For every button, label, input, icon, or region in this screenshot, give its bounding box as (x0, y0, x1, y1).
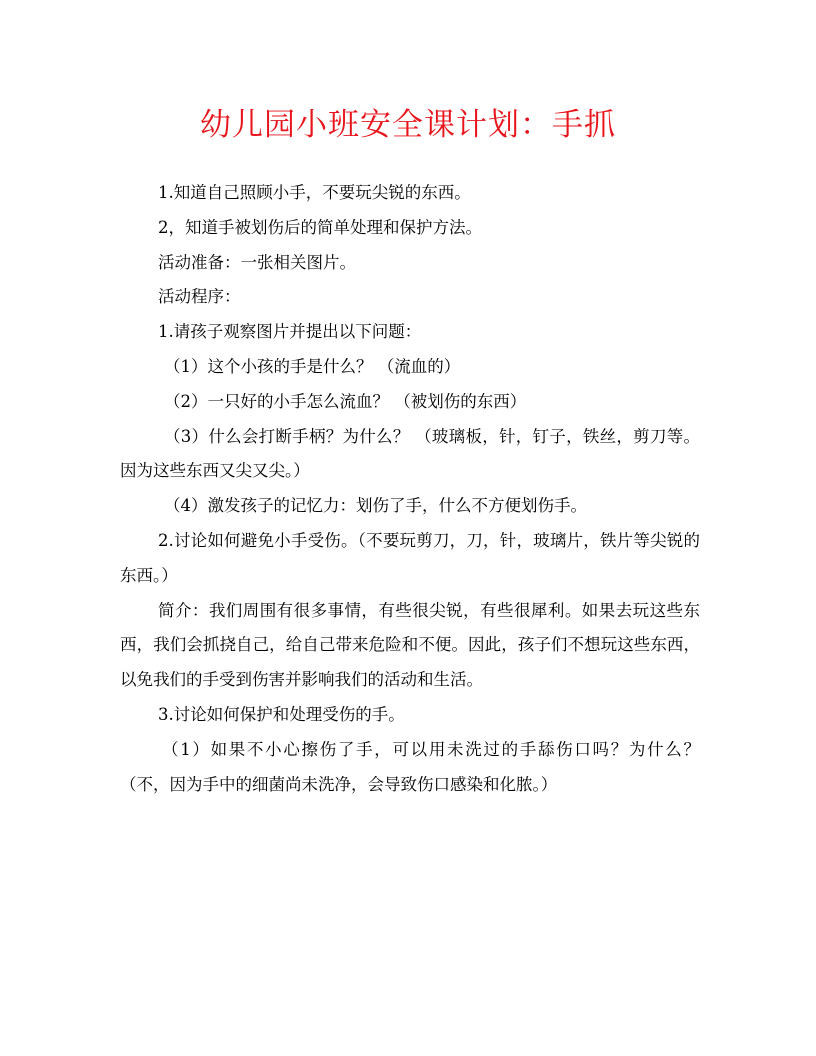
paragraph-step-3-question-1: （1）如果不小心擦伤了手，可以用未洗过的手舔伤口吗？为什么？（不，因为手中的细菌尚未洗净，会导致伤口感染和化脓。） (120, 739, 700, 794)
document-title: 幼儿园小班安全课计划：手抓 (200, 107, 616, 143)
paragraph-question-4: （4）激发孩子的记忆力：划伤了手，什么不方便划伤手。 (164, 496, 587, 516)
document-body (120, 176, 700, 802)
paragraph-step-1: 1.请孩子观察图片并提出以下问题： (158, 322, 422, 342)
paragraph-introduction: 简介：我们周围有很多事情，有些很尖锐，有些很犀利。如果去玩这些东西，我们会抓挠自己，给自己带来危险和不便。因此，孩子们不想玩这些东西，以免我们的手受到伤害并影响我们的活动和生活。 (120, 600, 700, 690)
paragraph-step-2: 2.讨论如何避免小手受伤。（不要玩剪刀，刀，针，玻璃片，铁片等尖锐的东西。） (120, 530, 700, 585)
paragraph-procedure-heading: 活动程序： (158, 287, 241, 307)
paragraph-question-1: （1）这个小孩的手是什么？ （流血的） (164, 356, 461, 376)
paragraph-step-3: 3.讨论如何保护和处理受伤的手。 (158, 704, 405, 724)
paragraph-goal-2: 2，知道手被划伤后的简单处理和保护方法。 (158, 217, 482, 237)
paragraph-question-2: （2）一只好的小手怎么流血？ （被划伤的东西） (164, 391, 527, 411)
paragraph-goal-1: 1.知道自己照顾小手，不要玩尖锐的东西。 (158, 183, 471, 202)
paragraph-preparation: 活动准备：一张相关图片。 (158, 252, 356, 272)
paragraph-question-3: （3）什么会打断手柄？为什么？ （玻璃板，针，钉子，铁丝，剪刀等。因为这些东西又尖又尖。） (120, 426, 700, 481)
